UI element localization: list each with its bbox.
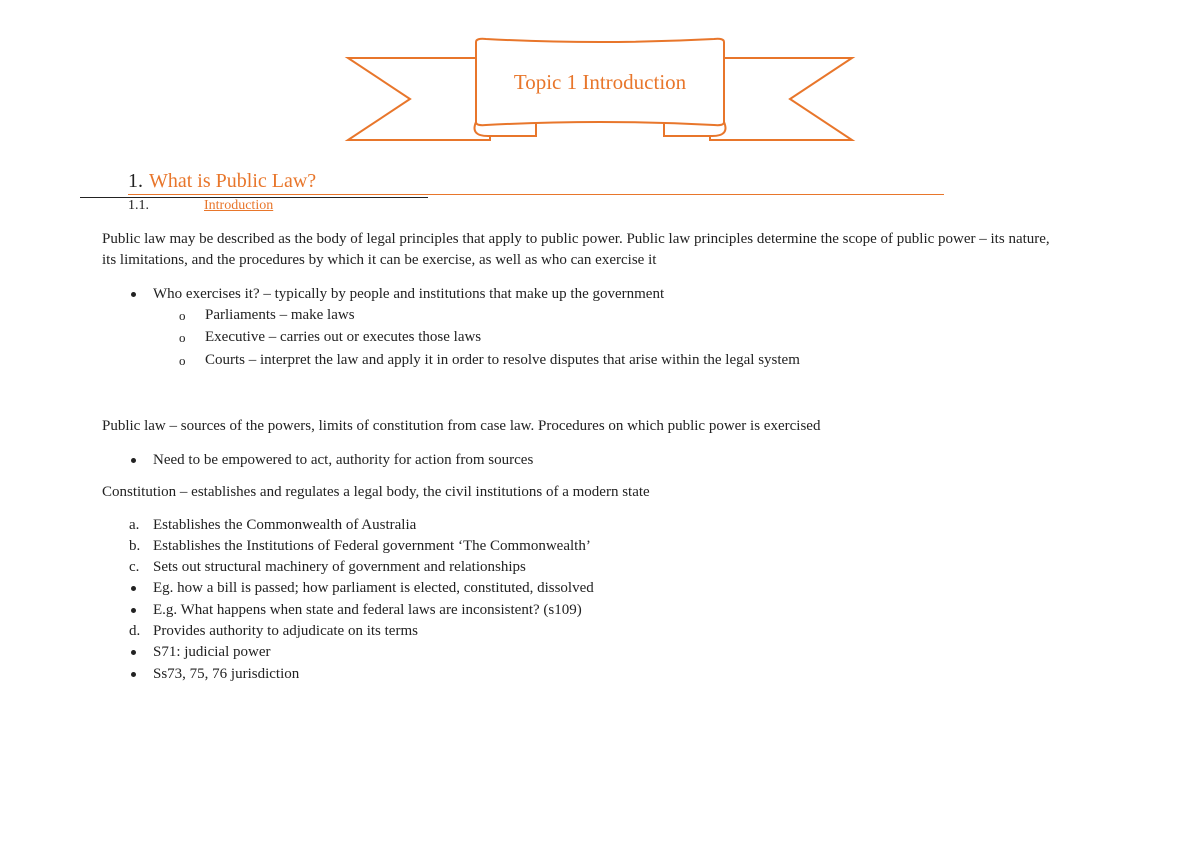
list-item-text: Provides authority to adjudicate on its terms [153,623,418,639]
paragraph-public-law-sources: Public law – sources of the powers, limits of constitution from case law. Procedures on which public power is exercised [102,418,821,434]
list-item [129,621,418,642]
list-item-text: Who exercises it? – typically by people and institutions that make up the government [153,286,665,302]
list-marker: b. [129,538,141,554]
sub-list-item [179,350,800,371]
circle-bullet-icon: o [179,330,186,345]
list-item-text: Establishes the Institutions of Federal government ‘The Commonwealth’ [153,538,591,554]
paragraph-public-law-definition: Public law may be described as the body of legal principles that apply to public power. Public law principles determine the scope of public power – its nature, its limitations, and the procedures by which it can be exercise, as well as who can exercise it [102,231,1050,268]
heading-1 [128,170,316,193]
list-item-text: S71: judicial power [153,644,271,660]
list-marker: c. [129,559,140,575]
bullet-icon [131,672,136,677]
bullet-icon [131,458,136,463]
list-item [153,664,299,685]
list-item [153,450,533,471]
list-item-text: Need to be empowered to act, authority for action from sources [153,452,534,468]
list-item-text: Eg. how a bill is passed; how parliament is elected, constituted, dissolved [153,580,594,596]
sub-list-item-text: Executive – carries out or executes those laws [205,329,482,345]
list-item-text: Ss73, 75, 76 jurisdiction [153,666,300,682]
bullet-icon [131,650,136,655]
list-item [129,536,591,557]
list-item [129,515,417,536]
heading-1-text: What is Public Law? [149,170,317,192]
paragraph-constitution: Constitution – establishes and regulates a legal body, the civil institutions of a modern state [102,484,650,500]
bullet-icon [131,586,136,591]
list-marker: a. [129,517,140,533]
bullet-icon [131,608,136,613]
list-item [153,578,594,599]
heading-2 [128,198,273,214]
circle-bullet-icon: o [179,353,186,368]
sub-list-item [179,327,482,348]
list-item [153,284,664,305]
list-item-text: Sets out structural machinery of government and relationships [153,559,526,575]
heading-2-link[interactable]: Introduction [204,198,274,213]
circle-bullet-icon: o [179,308,186,323]
bullet-icon [131,292,136,297]
list-item [153,642,270,663]
list-item [129,557,526,578]
list-item-text: Establishes the Commonwealth of Australia [153,517,417,533]
list-marker: d. [129,623,141,639]
sub-list-item-text: Parliaments – make laws [205,307,355,323]
heading-1-number: 1. [128,170,143,192]
heading-2-number: 1.1. [128,198,149,213]
sub-list-item-text: Courts – interpret the law and apply it in order to resolve disputes that arise within the legal system [205,352,800,368]
list-item-text: E.g. What happens when state and federal laws are inconsistent? (s109) [153,602,582,618]
heading-1-rule [128,194,944,195]
sub-list-item [179,305,355,326]
list-item [153,600,582,621]
banner-title: Topic 1 Introduction [513,70,687,94]
